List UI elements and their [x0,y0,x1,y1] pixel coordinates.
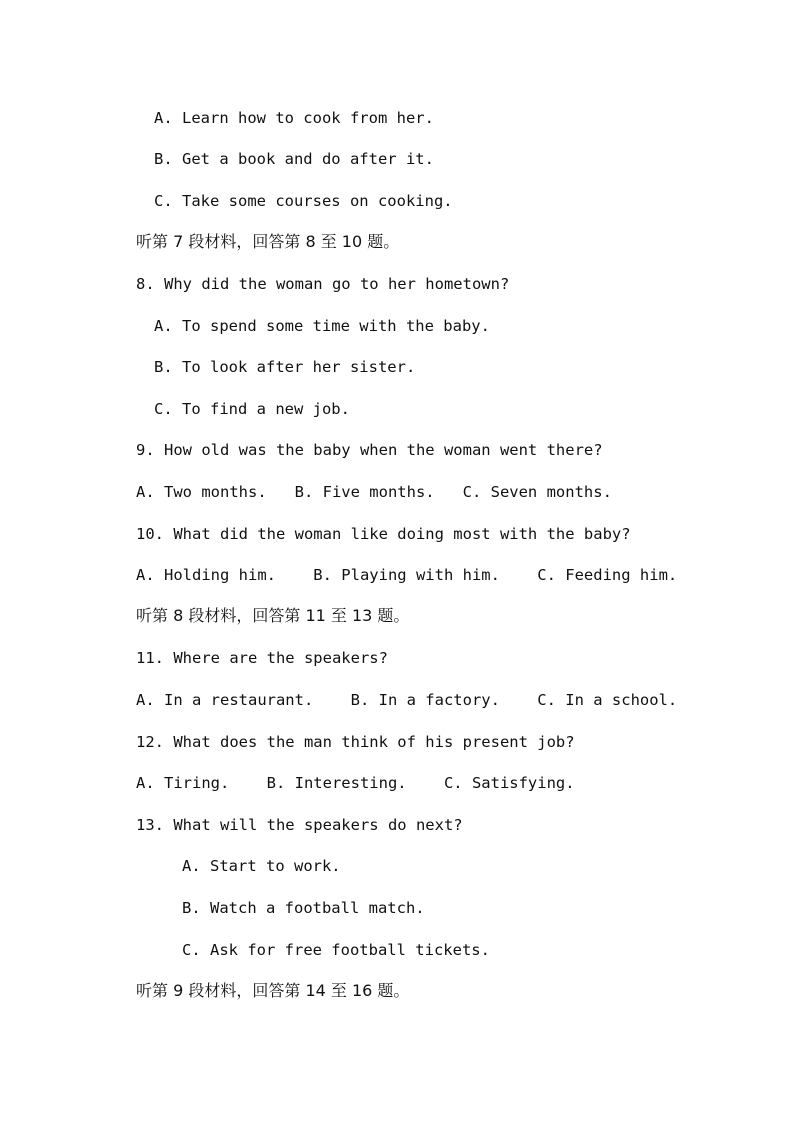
q8-option-b: B. To look after her sister. [154,358,416,376]
q12-options: A. Tiring. B. Interesting. C. Satisfying. [136,774,575,792]
q7-option-c: C. Take some courses on cooking. [154,192,453,210]
q12-question: 12. What does the man think of his present job? [136,733,575,751]
section8-header: 听第 8 段材料，回答第 11 至 13 题。 [136,606,410,625]
q11-question: 11. Where are the speakers? [136,649,388,667]
q13-option-b: B. Watch a football match. [182,899,425,917]
q13-question: 13. What will the speakers do next? [136,816,463,834]
q8-option-a: A. To spend some time with the baby. [154,317,490,335]
q9-options: A. Two months. B. Five months. C. Seven months. [136,483,612,501]
q11-options: A. In a restaurant. B. In a factory. C. In a school. [136,691,678,709]
q7-option-a: A. Learn how to cook from her. [154,109,434,127]
section9-header: 听第 9 段材料，回答第 14 至 16 题。 [136,981,410,1000]
q13-option-a: A. Start to work. [182,857,341,875]
q10-question: 10. What did the woman like doing most with the baby? [136,525,631,543]
q8-option-c: C. To find a new job. [154,400,350,418]
q9-question: 9. How old was the baby when the woman went there? [136,441,603,459]
q10-options: A. Holding him. B. Playing with him. C. Feeding him. [136,566,678,584]
q7-option-b: B. Get a book and do after it. [154,150,434,168]
q8-question: 8. Why did the woman go to her hometown? [136,275,510,293]
q13-option-c: C. Ask for free football tickets. [182,941,490,959]
section7-header: 听第 7 段材料，回答第 8 至 10 题。 [136,232,400,251]
